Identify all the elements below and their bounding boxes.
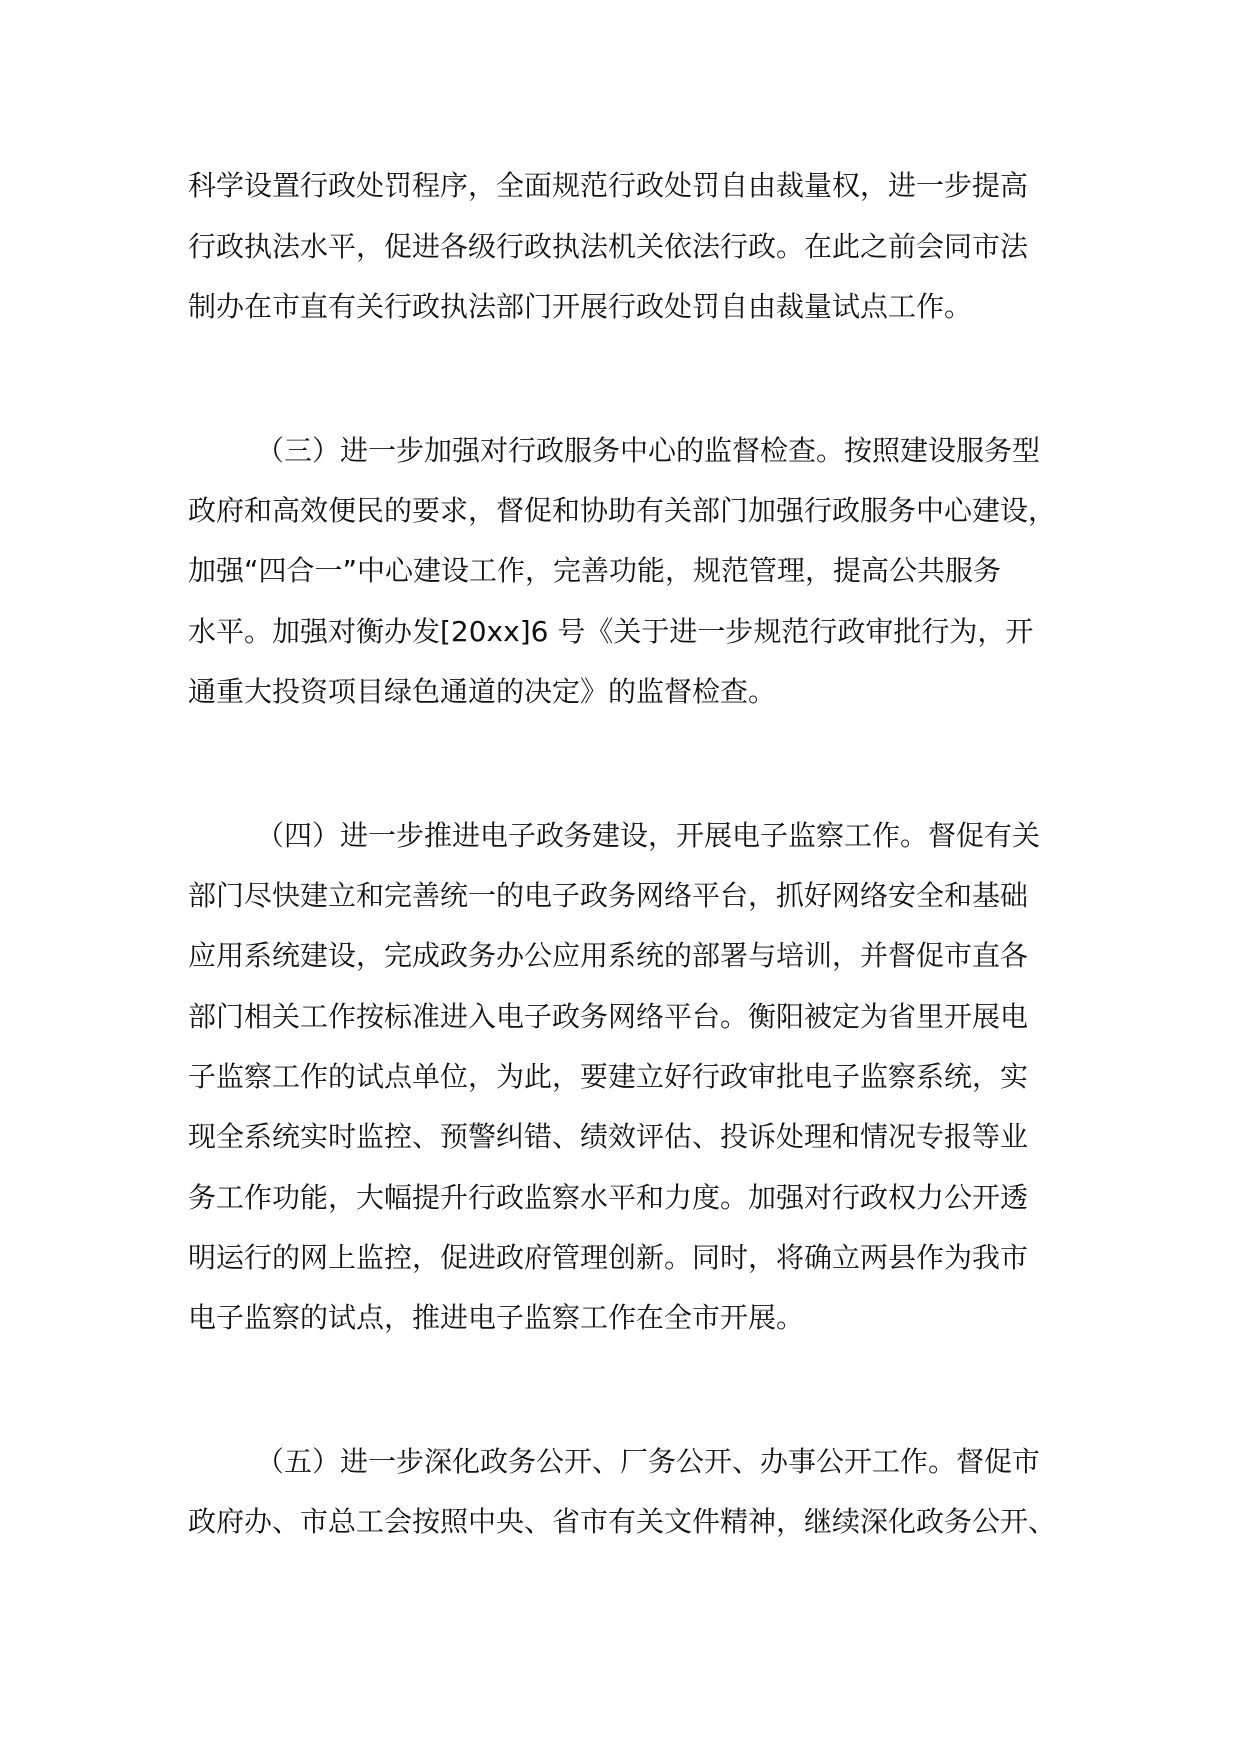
text-line: 政府和高效便民的要求，督促和协助有关部门加强行政服务中心建设， xyxy=(188,494,1057,527)
text-line: 应用系统建设，完成政务办公应用系统的部署与培训，并督促市直各 xyxy=(188,939,1029,972)
text-line: 务工作功能，大幅提升行政监察水平和力度。加强对行政权力公开透 xyxy=(188,1181,1029,1214)
text-line: 行政执法水平，促进各级行政执法机关依法行政。在此之前会同市法 xyxy=(188,230,1029,263)
paragraph-heading-3: （三）进一步加强对行政服务中心的监督检查。按照建设服务型 xyxy=(256,434,1041,467)
text-line: 制办在市直有关行政执法部门开展行政处罚自由裁量试点工作。 xyxy=(188,290,973,323)
text-line: 部门尽快建立和完善统一的电子政务网络平台，抓好网络安全和基础 xyxy=(188,879,1029,912)
text-line: 电子监察的试点，推进电子监察工作在全市开展。 xyxy=(188,1301,805,1334)
paragraph-heading-5: （五）进一步深化政务公开、厂务公开、办事公开工作。督促市 xyxy=(256,1445,1041,1478)
text-line: 政府办、市总工会按照中央、省市有关文件精神，继续深化政务公开、 xyxy=(188,1505,1057,1538)
text-line: 明运行的网上监控，促进政府管理创新。同时，将确立两县作为我市 xyxy=(188,1241,1029,1274)
paragraph-heading-4: （四）进一步推进电子政务建设，开展电子监察工作。督促有关 xyxy=(256,819,1041,852)
text-line: 现全系统实时监控、预警纠错、绩效评估、投诉处理和情况专报等业 xyxy=(188,1120,1029,1153)
text-line: 科学设置行政处罚程序，全面规范行政处罚自由裁量权，进一步提高 xyxy=(188,169,1029,202)
text-line: 子监察工作的试点单位，为此，要建立好行政审批电子监察系统，实 xyxy=(188,1060,1029,1093)
text-line: 通重大投资项目绿色通道的决定》的监督检查。 xyxy=(188,675,777,708)
text-line: 部门相关工作按标准进入电子政务网络平台。衡阳被定为省里开展电 xyxy=(188,1000,1029,1033)
text-line: 加强“四合一”中心建设工作，完善功能，规范管理，提高公共服务 xyxy=(188,554,1002,587)
text-line: 水平。加强对衡办发[20xx]6 号《关于进一步规范行政审批行为，开 xyxy=(188,615,1034,648)
